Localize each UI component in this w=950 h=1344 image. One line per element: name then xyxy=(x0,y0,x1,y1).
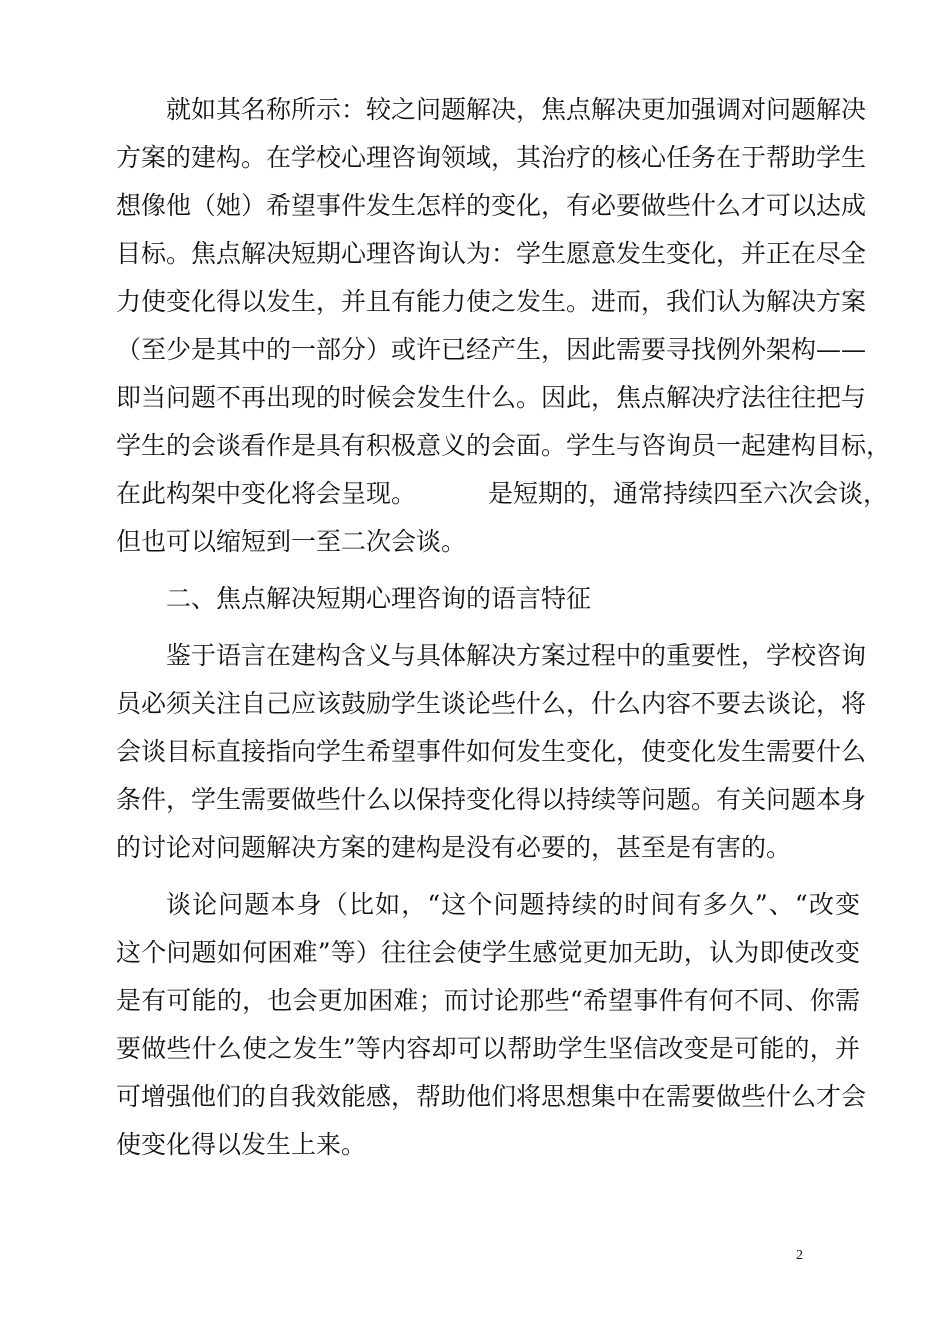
paragraph-2 xyxy=(116,632,867,872)
document-body xyxy=(116,86,892,1169)
text-line: 学生的会谈看作是具有积极意义的会面。学生与咨询员一起建构目标， xyxy=(116,431,892,460)
text-line: 目标。焦点解决短期心理咨询认为：学生愿意发生变化，并正在尽全 xyxy=(116,239,867,268)
text-line: 条件，学生需要做些什么以保持变化得以持续等问题。有关问题本身 xyxy=(116,785,867,814)
text-line: 想像他（她）希望事件发生怎样的变化，有必要做些什么才可以达成 xyxy=(116,191,867,220)
text-segment: 在此构架中变化将会呈现。 xyxy=(116,479,417,508)
text-line: （至少是其中的一部分）或许已经产生，因此需要寻找例外架构—— xyxy=(116,335,867,364)
text-line: 力使变化得以发生，并且有能力使之发生。进而，我们认为解决方案 xyxy=(116,287,867,316)
text-line: 员必须关注自己应该鼓励学生谈论些什么，什么内容不要去谈论，将 xyxy=(116,689,867,718)
text-line: 的讨论对问题解决方案的建构是没有必要的，甚至是有害的。 xyxy=(116,833,792,862)
text-line: 可增强他们的自我效能感，帮助他们将思想集中在需要做些什么才会 xyxy=(116,1082,867,1111)
text-line: 是有可能的，也会更加困难；而讨论那些“希望事件有何不同、你需 xyxy=(116,986,860,1015)
text-line-with-gap xyxy=(116,470,889,518)
text-line: 就如其名称所示：较之问题解决，焦点解决更加强调对问题解决 xyxy=(166,95,867,124)
text-line: 谈论问题本身（比如，“这个问题持续的时间有多久”、“改变 xyxy=(166,890,860,919)
text-line: 方案的建构。在学校心理咨询领域，其治疗的核心任务在于帮助学生 xyxy=(116,143,867,172)
text-line: 使变化得以发生上来。 xyxy=(116,1130,367,1159)
text-segment: 是短期的，通常持续四至六次会谈， xyxy=(488,479,889,508)
text-line: 鉴于语言在建构含义与具体解决方案过程中的重要性，学校咨询 xyxy=(166,641,867,670)
paragraph-1 xyxy=(116,86,892,566)
paragraph-3 xyxy=(116,881,867,1169)
text-line: 但也可以缩短到一至二次会谈。 xyxy=(116,527,467,556)
text-line: 要做些什么使之发生”等内容却可以帮助学生坚信改变是可能的，并 xyxy=(116,1034,860,1063)
page-number: 2 xyxy=(796,1248,803,1263)
text-line: 会谈目标直接指向学生希望事件如何发生变化，使变化发生需要什么 xyxy=(116,737,867,766)
text-line: 这个问题如何困难”等）往往会使学生感觉更加无助，认为即使改变 xyxy=(116,938,860,967)
text-line: 即当问题不再出现的时候会发生什么。因此，焦点解决疗法往往把与 xyxy=(116,383,867,412)
section-heading xyxy=(116,575,860,623)
heading-text: 二、焦点解决短期心理咨询的语言特征 xyxy=(166,584,592,613)
